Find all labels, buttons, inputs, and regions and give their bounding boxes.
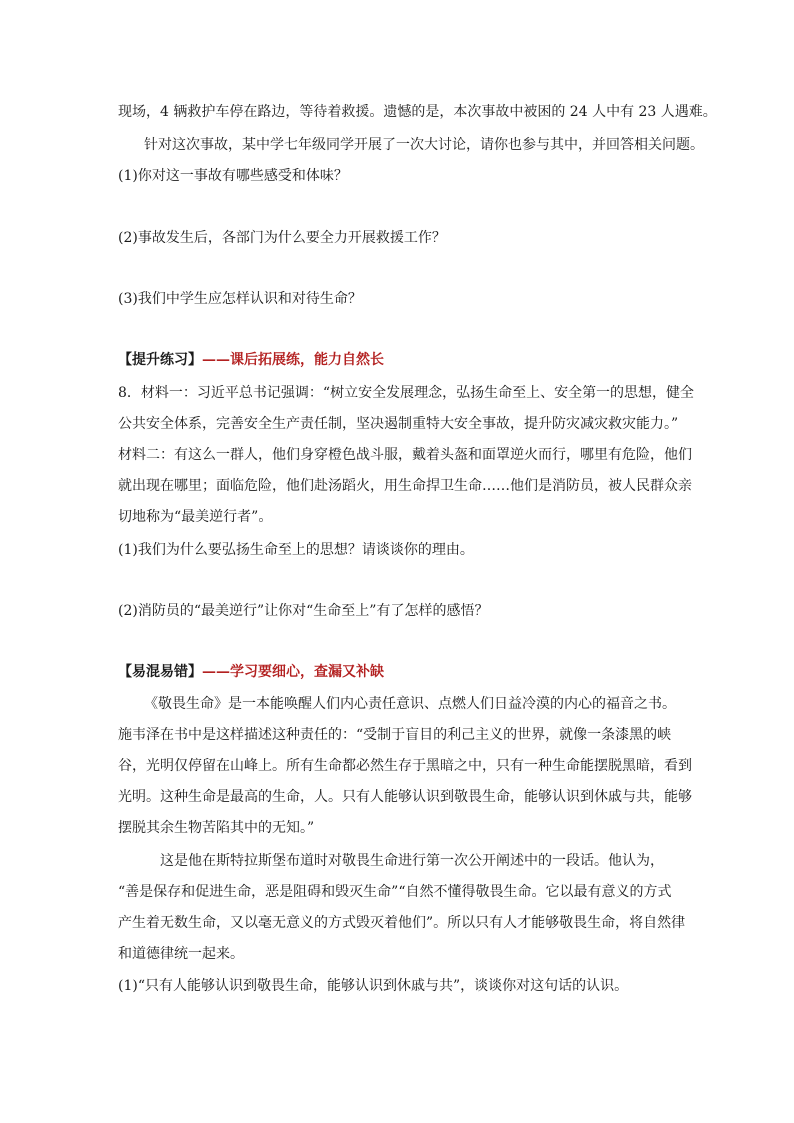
paragraph-line: 切地称为“最美逆行者”。 (118, 509, 273, 525)
paragraph-line: “善是保存和促进生命，恶是阻碍和毁灭生命”“自然不懂得敬畏生命。它以最有意义的方式 (118, 884, 672, 900)
question-1: (1)你对这一事故有哪些感受和体味？ (118, 168, 348, 184)
question-e-1: (1)“只有人能够认识到敬畏生命，能够认识到休戚与共”，谈谈你对这句话的认识。 (118, 978, 629, 994)
paragraph-line: 和道德律统一起来。 (118, 946, 244, 962)
paragraph-line: 现场，4 辆救护车停在路边，等待着救援。遗憾的是，本次事故中被困的 24 人中有 23 人遇难。 (118, 104, 717, 120)
section-bracket: 【易混易错】 (118, 664, 202, 680)
paragraph-line: 材料二：有这么一群人，他们身穿橙色战斗服，戴着头盔和面罩逆火而行，哪里有危险，他们 (118, 447, 692, 463)
paragraph-line: 公共安全体系，完善安全生产责任制，坚决遏制重特大安全事故，提升防灾减灾救灾能力。” (118, 416, 679, 432)
section-subtitle: ——学习要细心，查漏又补缺 (202, 664, 384, 680)
paragraph-line: 8．材料一：习近平总书记强调：“树立安全发展理念，弘扬生命至上、安全第一的思想，健全 (118, 385, 695, 401)
paragraph-line: 施韦泽在书中是这样描述这种责任的：“受制于盲目的利己主义的世界，就像一条漆黑的峡 (118, 727, 672, 743)
paragraph-line: 光明。这种生命是最高的生命，人。只有人能够认识到敬畏生命，能够认识到休戚与共，能够 (118, 789, 692, 805)
paragraph-line: 摆脱其余生物苦陷其中的无知。” (118, 820, 315, 836)
section-heading-practice (118, 350, 688, 370)
paragraph-line: 针对这次事故，某中学七年级同学开展了一次大讨论，请你也参与其中，并回答相关问题。 (144, 137, 704, 153)
paragraph-line: 产生着无数生命，又以毫无意义的方式毁灭着他们”。所以只有人才能够敬畏生命，将自然律 (118, 915, 686, 931)
paragraph-line: 这是他在斯特拉斯堡布道时对敬畏生命进行第一次公开阐述中的一段话。他认为， (160, 853, 664, 869)
question-3: (3)我们中学生应怎样认识和对待生命？ (118, 291, 362, 307)
paragraph-line: 谷，光明仅停留在山峰上。所有生命都必然生存于黑暗之中，只有一种生命能摆脱黑暗，看到 (118, 758, 692, 774)
question-2: (2)事故发生后，各部门为什么要全力开展救援工作？ (118, 230, 446, 246)
question-8-1: (1)我们为什么要弘扬生命至上的思想？请谈谈你的理由。 (118, 542, 474, 558)
section-bracket: 【提升练习】 (118, 352, 202, 368)
question-8-2: (2)消防员的“最美逆行”让你对“生命至上”有了怎样的感悟？ (118, 603, 489, 619)
paragraph-line: 《敬畏生命》是一本能唤醒人们内心责任意识、点燃人们日益冷漠的内心的福音之书。 (144, 696, 676, 712)
section-heading-errors (118, 662, 688, 682)
section-subtitle: ——课后拓展练，能力自然长 (202, 352, 384, 368)
paragraph-line: 就出现在哪里；面临危险，他们赴汤蹈火，用生命捍卫生命……他们是消防员，被人民群众亲 (118, 478, 692, 494)
